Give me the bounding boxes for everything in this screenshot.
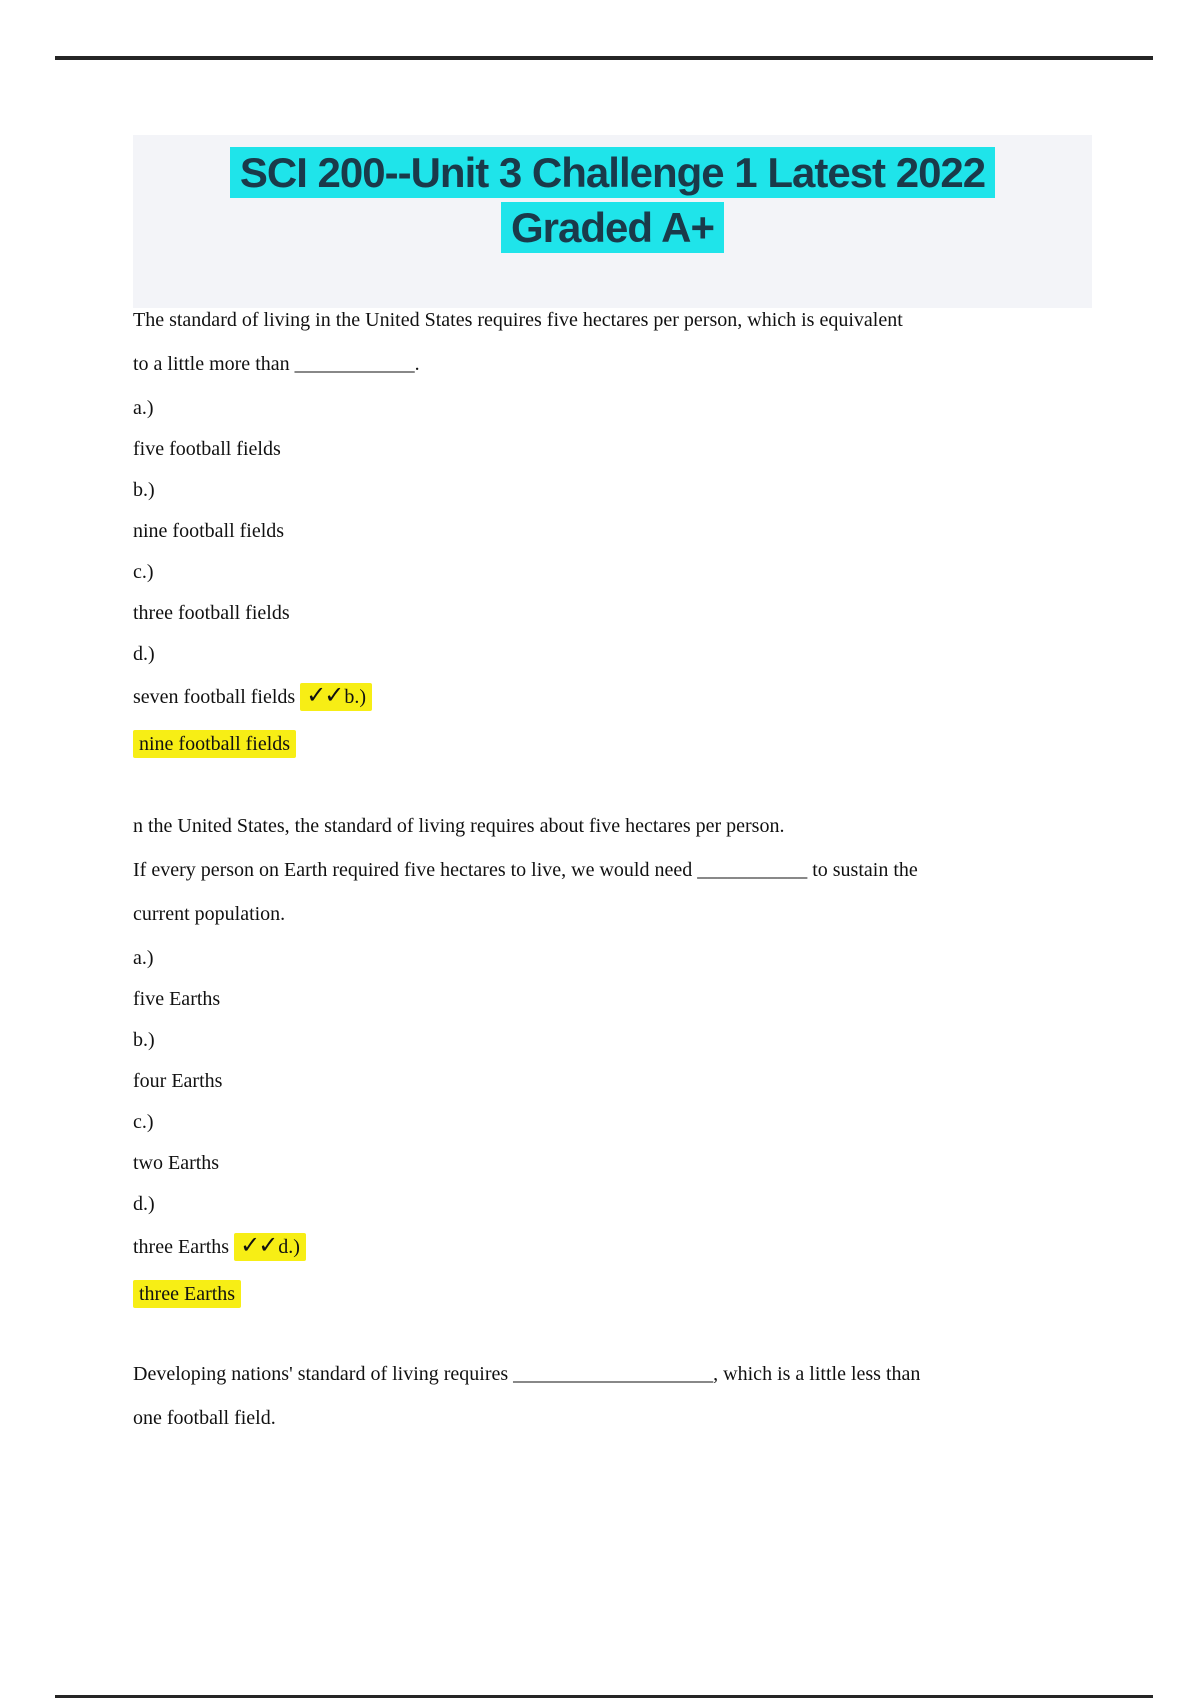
question-2-correct-answer [133, 1282, 1053, 1306]
question-2-prompt-line-1: n the United States, the standard of living requires about five hectares per person. [133, 815, 785, 837]
question-1-option-c-text: three football fields [133, 602, 290, 624]
checkmark-icon: ✓✓ [240, 1231, 277, 1259]
question-1-prompt-line-2: to a little more than ____________. [133, 353, 420, 375]
bottom-page-rule [55, 1695, 1153, 1698]
question-2-prompt-line-3: current population. [133, 903, 286, 925]
question-2-option-b-text: four Earths [133, 1070, 223, 1092]
question-1-option-c-label: c.) [133, 561, 154, 583]
question-2-answer-choice: d.) [278, 1236, 300, 1258]
question-2 [133, 814, 1053, 1306]
question-2-option-c-label: c.) [133, 1111, 154, 1133]
checkmark-icon: ✓✓ [306, 681, 343, 709]
question-1-correct-answer-highlight: nine football fields [133, 730, 296, 758]
question-2-answer-marker [234, 1233, 306, 1261]
question-1-option-b-label: b.) [133, 479, 155, 501]
question-1-prompt-line-1: The standard of living in the United States requires five hectares per person, which is equivalent [133, 309, 903, 331]
question-2-option-b-label: b.) [133, 1029, 155, 1051]
question-1-answer-marker [300, 683, 372, 711]
question-2-option-c-text: two Earths [133, 1152, 220, 1174]
question-2-option-a-label: a.) [133, 947, 154, 969]
question-2-prompt-line-2: If every person on Earth required five hectares to live, we would need ___________ to sustain the [133, 859, 918, 881]
question-1-option-d-label: d.) [133, 643, 155, 665]
question-3-prompt-line-1: Developing nations' standard of living requires ____________________, which is a little less than [133, 1363, 921, 1385]
question-3-prompt-line-2: one football field. [133, 1407, 276, 1429]
title-highlight-line1: SCI 200--Unit 3 Challenge 1 Latest 2022 [230, 147, 995, 198]
question-2-option-d-text: three Earths [133, 1236, 235, 1258]
title-box [133, 135, 1092, 308]
question-1-answer-line [133, 683, 1053, 709]
title-highlight-line2: Graded A+ [501, 202, 724, 253]
question-1 [133, 308, 1053, 756]
question-1-option-d-text: seven football fields [133, 686, 301, 708]
question-1-option-b-text: nine football fields [133, 520, 285, 542]
page-title [133, 145, 1092, 255]
question-1-option-a-label: a.) [133, 397, 154, 419]
question-2-correct-answer-highlight: three Earths [133, 1280, 241, 1308]
question-2-answer-line [133, 1233, 1053, 1259]
question-2-option-a-text: five Earths [133, 988, 221, 1010]
document-content [133, 308, 1053, 1450]
top-page-rule [55, 56, 1153, 60]
question-2-option-d-label: d.) [133, 1193, 155, 1215]
question-1-option-a-text: five football fields [133, 438, 281, 460]
question-3 [133, 1362, 1053, 1430]
question-1-correct-answer [133, 732, 1053, 756]
question-1-answer-choice: b.) [344, 686, 367, 708]
